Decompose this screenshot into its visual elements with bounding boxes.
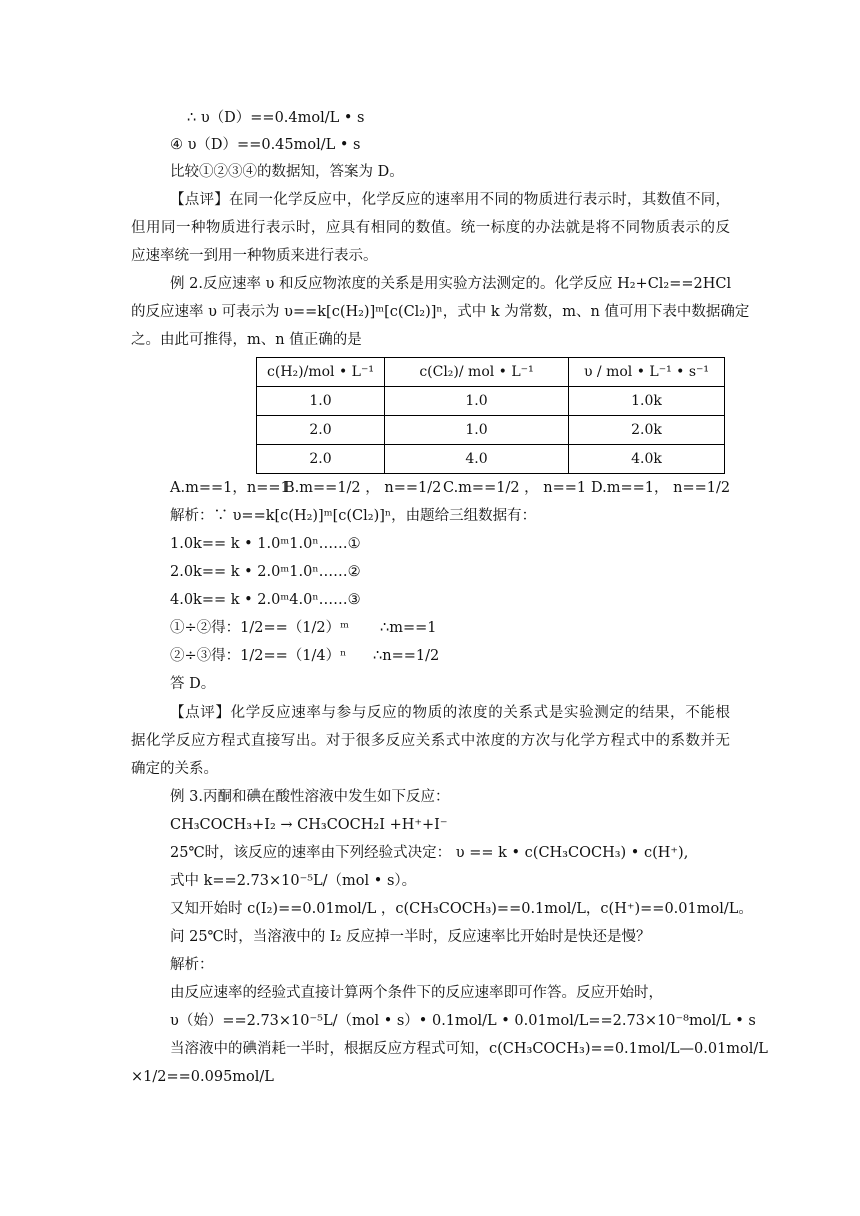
table-row [257,445,725,474]
example-3-line: 25℃时，该反应的速率由下列经验式决定： υ == k • c(CH₃COCH₃) • c(H⁺), [170,845,689,861]
table-cell: 1.0k [569,387,725,416]
table-row [257,387,725,416]
table-cell: 4.0k [569,445,725,474]
commentary-line: 【点评】在同一化学反应中，化学反应的速率用不同的物质进行表示时，其数值不同， [170,192,730,208]
example-3-line: 又知开始时 c(I₂)==0.01mol/L ，c(CH₃COCH₃)==0.1mol/L，c(H⁺)==0.01mol/L。 [170,901,753,917]
text-line: ∴ υ（D）==0.4mol/L • s [187,110,365,126]
answer-line: 答 D。 [170,676,216,692]
table-cell: 4.0 [385,445,569,474]
table-cell: 2.0k [569,416,725,445]
table-cell: 2.0 [257,445,385,474]
example-3-line: 问 25℃时，当溶液中的 I₂ 反应掉一半时，反应速率比开始时是快还是慢？ [170,929,651,945]
table-header-row [257,358,725,387]
rate-data-table [256,357,725,474]
commentary-line: 据化学反应方程式直接写出。对于很多反应关系式中浓度的方次与化学方程式中的系数并无 [131,733,730,749]
commentary-line: 但用同一种物质进行表示时，应具有相同的数值。统一标度的办法就是将不同物质表示的反 [131,220,730,236]
option-c: C.m==1/2 ， n==1 [443,480,587,496]
solution-line: 由反应速率的经验式直接计算两个条件下的反应速率即可作答。反应开始时， [170,985,663,1001]
commentary-line: 【点评】化学反应速率与参与反应的物质的浓度的关系式是实验测定的结果，不能根 [170,705,730,721]
example-2-line: 之。由此可推得，m、n 值正确的是 [131,332,362,348]
example-2-line: 例 2.反应速率 υ 和反应物浓度的关系是用实验方法测定的。化学反应 H₂+Cl₂==2HCl [170,276,732,292]
table-cell: 1.0 [257,387,385,416]
table-header-cell: c(H₂)/mol • L⁻¹ [257,358,385,387]
text-line: 比较①②③④的数据知，答案为 D。 [170,164,404,180]
derivation-line: ①÷②得：1/2==（1/2）ᵐ [170,620,350,636]
solution-heading: 解析： [170,957,214,973]
solution-line: 当溶液中的碘消耗一半时，根据反应方程式可知，c(CH₃COCH₃)==0.1mol/L—0.01mol/L [170,1041,768,1057]
solution-line: υ（始）==2.73×10⁻⁵L/（mol • s）• 0.1mol/L • 0.01mol/L==2.73×10⁻⁸mol/L • s [170,1013,756,1029]
commentary-line: 应速率统一到用一种物质来进行表示。 [131,248,378,264]
table-cell: 1.0 [385,387,569,416]
derivation-result: ∴m==1 [380,620,437,636]
solution-line: ×1/2==0.095mol/L [131,1069,274,1085]
example-3-line: 例 3.丙酮和碘在酸性溶液中发生如下反应： [170,789,450,805]
table-cell: 1.0 [385,416,569,445]
derivation-result: ∴n==1/2 [373,648,440,664]
example-2-line: 的反应速率 υ 可表示为 υ==k[c(H₂)]ᵐ[c(Cl₂)]ⁿ，式中 k 为常数，m、n 值可用下表中数据确定 [131,304,750,320]
equation-line: 2.0k== k • 2.0ᵐ1.0ⁿ……② [170,564,361,580]
option-b: B.m==1/2 ， n==1/2 [284,480,442,496]
text-line: ④ υ（D）==0.45mol/L • s [170,137,361,153]
option-d: D.m==1， n==1/2 [591,480,731,496]
equation-line: 4.0k== k • 2.0ᵐ4.0ⁿ……③ [170,592,361,608]
table-header-cell: c(Cl₂)/ mol • L⁻¹ [385,358,569,387]
table-header-cell: υ / mol • L⁻¹ • s⁻¹ [569,358,725,387]
equation-line: 1.0k== k • 1.0ᵐ1.0ⁿ……① [170,536,361,552]
solution-line: 解析：∵ υ==k[c(H₂)]ᵐ[c(Cl₂)]ⁿ，由题给三组数据有： [170,508,537,524]
reaction-equation: CH₃COCH₃+I₂ → CH₃COCH₂I +H⁺+I⁻ [170,817,448,833]
option-a: A.m==1，n==1 [170,480,290,496]
table-row [257,416,725,445]
commentary-line: 确定的关系。 [131,761,218,777]
table-cell: 2.0 [257,416,385,445]
example-3-line: 式中 k==2.73×10⁻⁵L/（mol • s）。 [170,873,417,889]
derivation-line: ②÷③得：1/2==（1/4）ⁿ [170,648,347,664]
